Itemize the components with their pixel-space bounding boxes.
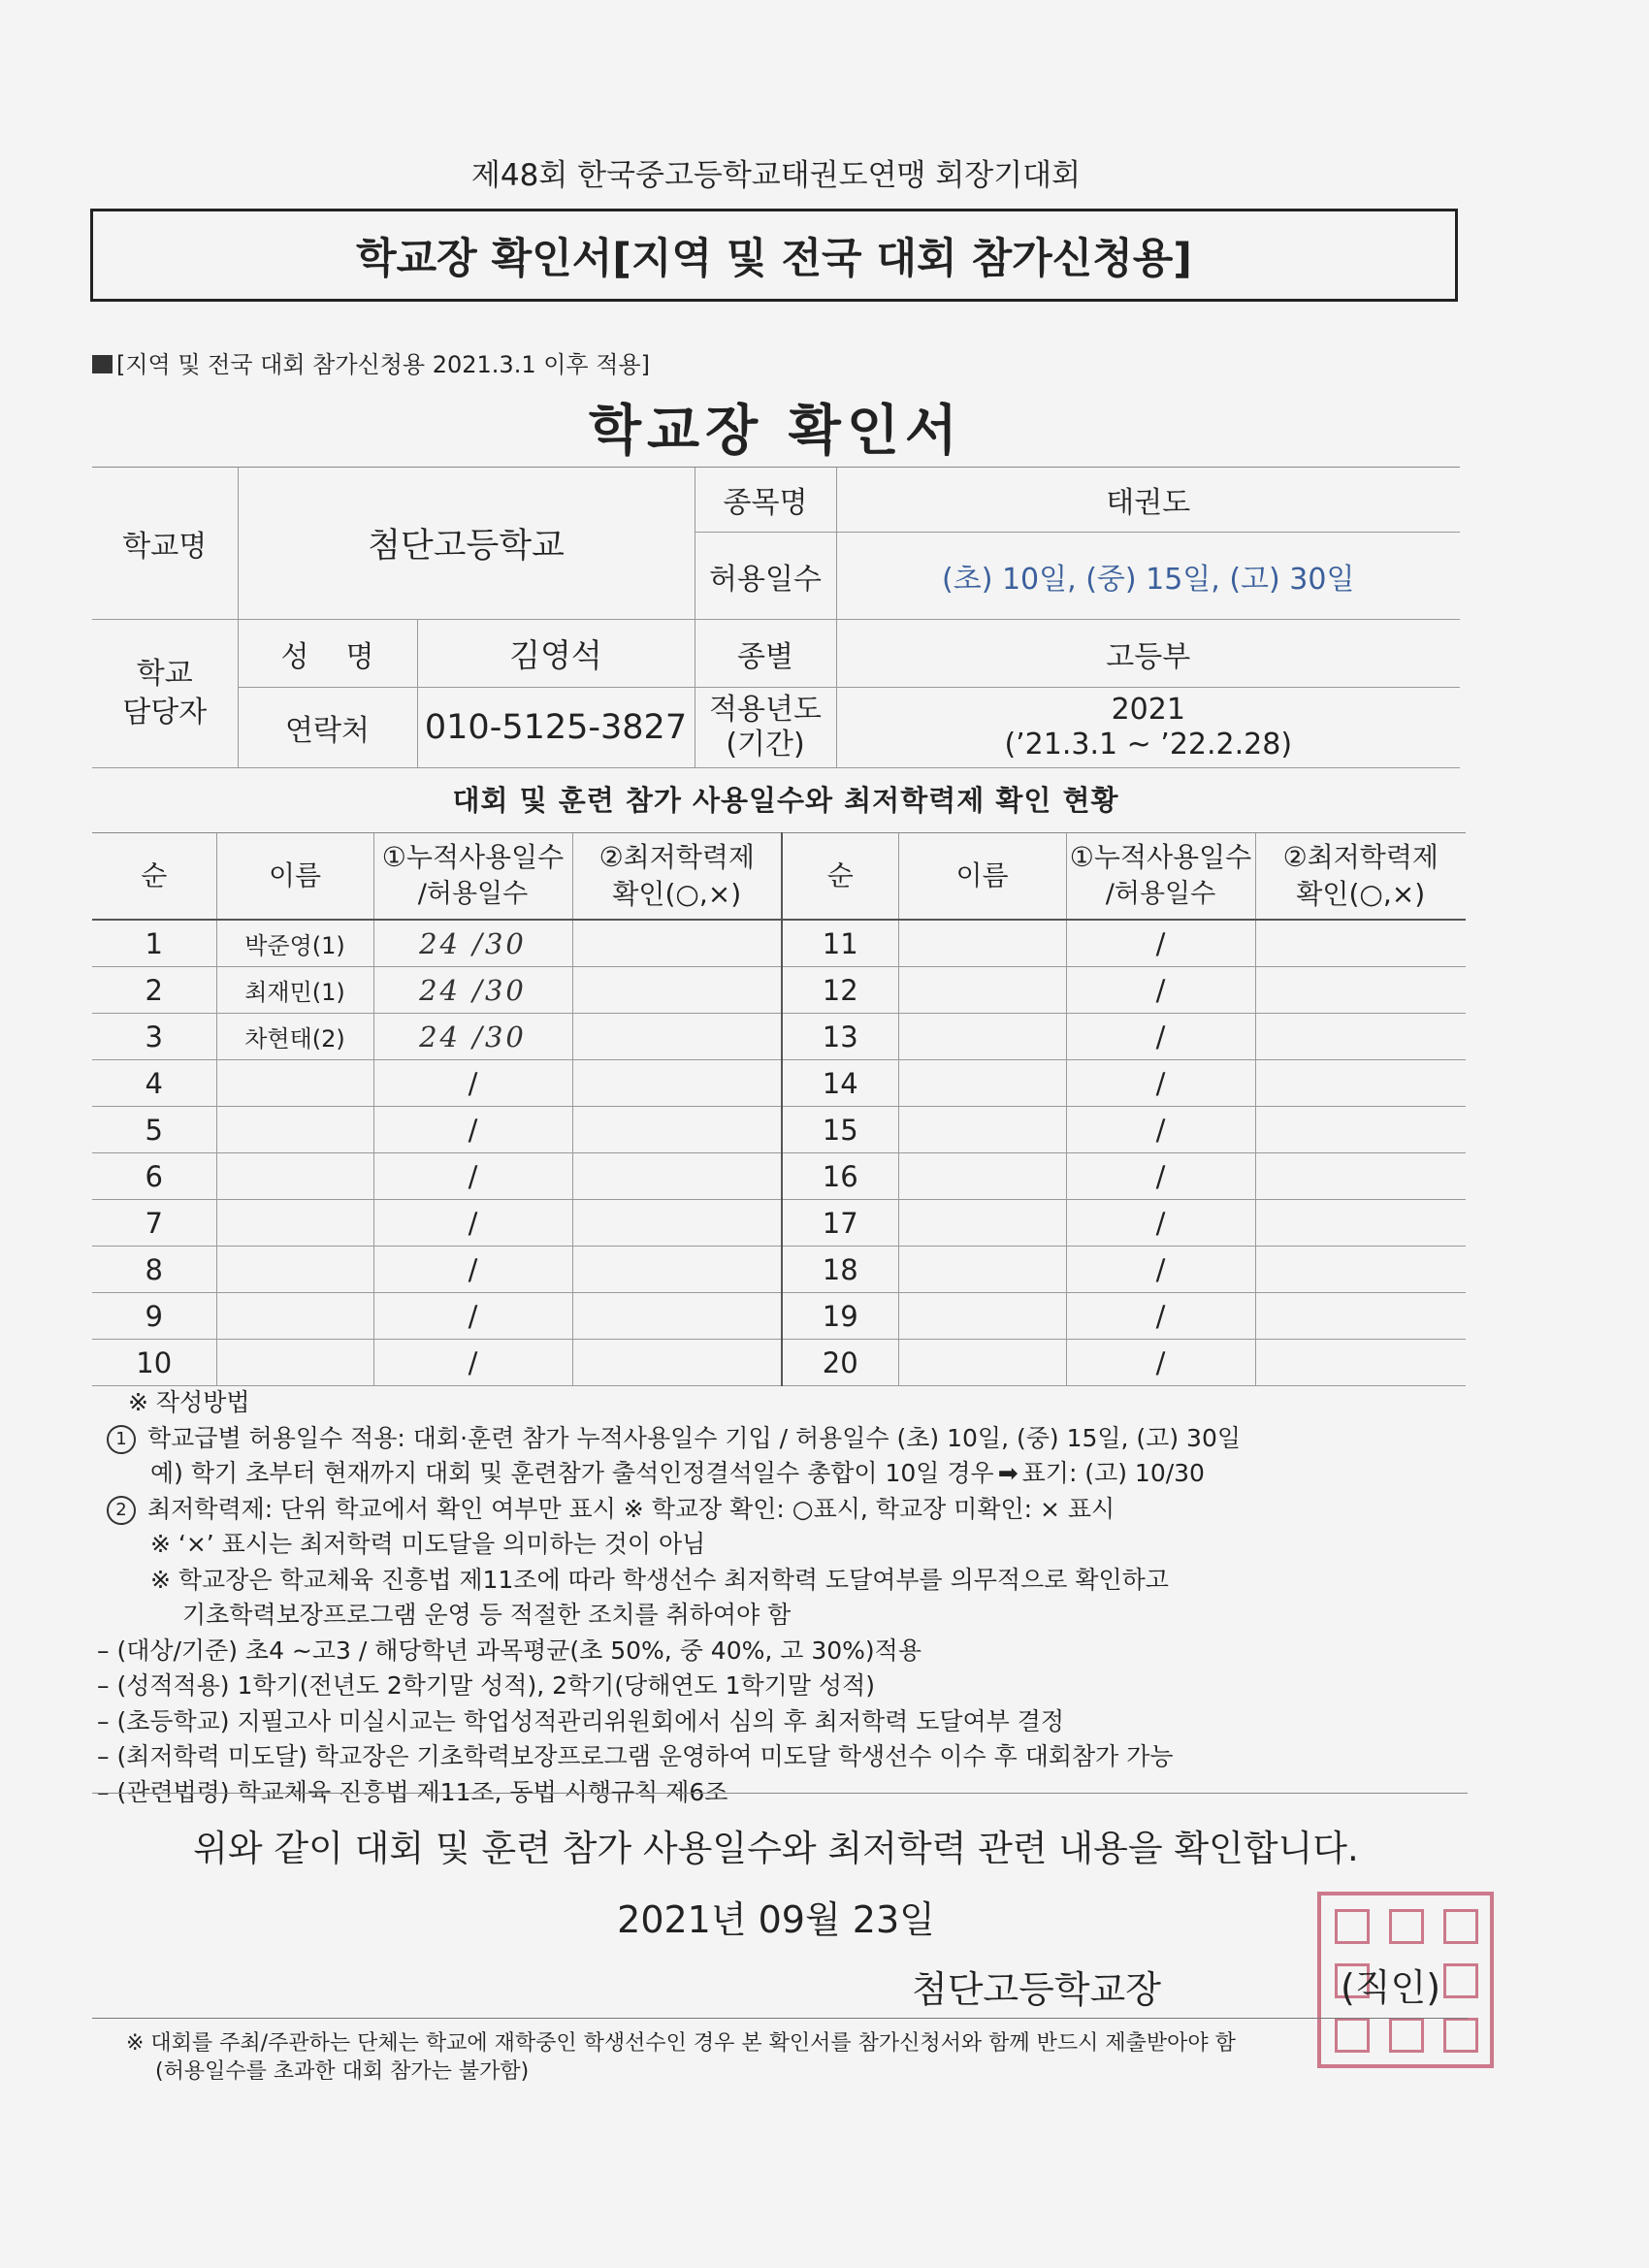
used-allowed-days: 24 /30 bbox=[373, 920, 572, 967]
issue-date: 2021년 09월 23일 bbox=[617, 1898, 935, 1941]
row-number: 2 bbox=[92, 967, 216, 1014]
main-title: 학교장 확인서 bbox=[588, 400, 964, 463]
min-academic-check bbox=[1255, 1060, 1466, 1107]
instruction-2-text: 최저학력제: 단위 학교에서 확인 여부만 표시 ※ 학교장 확인: ○표시, 학교장 미확인: × 표시 bbox=[147, 1494, 1116, 1523]
min-academic-check bbox=[572, 967, 781, 1014]
athlete-name bbox=[898, 1107, 1066, 1153]
athlete-name bbox=[898, 1293, 1066, 1340]
year-label-line1: 적용년도 bbox=[709, 693, 822, 727]
col-min-header-line1: ②최저학력제 bbox=[1282, 841, 1439, 873]
min-academic-check bbox=[572, 920, 781, 967]
row-number: 3 bbox=[92, 1014, 216, 1060]
note-principal-duty: ※ 학교장은 학교체육 진흥법 제11조에 따라 학생선수 최저학력 도달여부를 의무적으로 확인하고 bbox=[150, 1565, 1169, 1594]
row-number: 11 bbox=[782, 920, 898, 967]
manager-label bbox=[92, 620, 238, 768]
athlete-name bbox=[898, 1200, 1066, 1247]
athlete-name: 박준영(1) bbox=[216, 920, 373, 967]
used-allowed-days: / bbox=[373, 1153, 572, 1200]
used-allowed-days: 24 /30 bbox=[373, 1014, 572, 1060]
division-value: 고등부 bbox=[836, 620, 1460, 688]
footer-line-2: (허용일수를 초과한 대회 참가는 불가함) bbox=[155, 2059, 530, 2084]
contact-value: 010-5125-3827 bbox=[417, 688, 695, 768]
athlete-name bbox=[216, 1200, 373, 1247]
row-number: 16 bbox=[782, 1153, 898, 1200]
table-row bbox=[782, 1060, 1466, 1107]
min-academic-check bbox=[1255, 1153, 1466, 1200]
min-academic-check bbox=[572, 1340, 781, 1386]
table-row bbox=[92, 1060, 781, 1107]
used-allowed-days: 24 /30 bbox=[373, 967, 572, 1014]
athlete-name bbox=[898, 1014, 1066, 1060]
used-allowed-days: / bbox=[1066, 1107, 1255, 1153]
col-no-header: 순 bbox=[782, 833, 898, 921]
used-allowed-days: / bbox=[1066, 1014, 1255, 1060]
min-academic-check bbox=[1255, 1107, 1466, 1153]
row-number: 18 bbox=[782, 1247, 898, 1293]
athlete-name bbox=[216, 1153, 373, 1200]
section-title: 대회 및 훈련 참가 사용일수와 최저학력제 확인 현황 bbox=[452, 784, 1119, 817]
square-bullet-icon bbox=[92, 355, 113, 373]
document-title-box bbox=[90, 209, 1458, 302]
used-allowed-days: / bbox=[1066, 1247, 1255, 1293]
principal-name: 첨단고등학교장 bbox=[912, 1968, 1161, 2011]
instruction-1-text: 학교급별 허용일수 적용: 대회·훈련 참가 누적사용일수 기입 / 허용일수 (초) 10일, (중) 15일, (고) 30일 bbox=[147, 1423, 1241, 1452]
athlete-name bbox=[898, 1340, 1066, 1386]
row-number: 4 bbox=[92, 1060, 216, 1107]
circled-number: 1 bbox=[107, 1425, 136, 1454]
row-number: 19 bbox=[782, 1293, 898, 1340]
manager-name: 김영석 bbox=[417, 620, 695, 688]
name-label: 성 명 bbox=[238, 620, 417, 688]
instructions bbox=[97, 1385, 1484, 1810]
athlete-name bbox=[898, 967, 1066, 1014]
used-allowed-days: / bbox=[373, 1340, 572, 1386]
col-days-header-line2: /허용일수 bbox=[417, 879, 529, 909]
used-allowed-days: / bbox=[1066, 1060, 1255, 1107]
col-days-header bbox=[373, 833, 572, 921]
example-notation: 표기: (고) 10/30 bbox=[1021, 1459, 1205, 1487]
row-number: 13 bbox=[782, 1014, 898, 1060]
school-label: 학교명 bbox=[92, 468, 238, 620]
athlete-name bbox=[216, 1060, 373, 1107]
year: 2021 bbox=[1111, 693, 1185, 727]
table-row bbox=[782, 920, 1466, 967]
table-row bbox=[92, 967, 781, 1014]
example-text: 예) 학기 초부터 현재까지 대회 및 훈련참가 출석인정결석일수 총합이 10일 경우 bbox=[150, 1459, 994, 1487]
division-label: 종별 bbox=[695, 620, 836, 688]
contact-label: 연락처 bbox=[238, 688, 417, 768]
year-label bbox=[695, 688, 836, 768]
used-allowed-days: / bbox=[1066, 1340, 1255, 1386]
row-number: 8 bbox=[92, 1247, 216, 1293]
table-row bbox=[782, 1107, 1466, 1153]
col-name-header: 이름 bbox=[898, 833, 1066, 921]
table-row bbox=[782, 967, 1466, 1014]
table-row bbox=[92, 1107, 781, 1153]
document-title: 학교장 확인서[지역 및 전국 대회 참가신청용] bbox=[356, 234, 1192, 283]
footer-note bbox=[126, 2029, 1236, 2086]
manager-label-line2: 담당자 bbox=[122, 696, 208, 729]
table-row bbox=[782, 1340, 1466, 1386]
row-number: 10 bbox=[92, 1340, 216, 1386]
row-number: 1 bbox=[92, 920, 216, 967]
row-number: 5 bbox=[92, 1107, 216, 1153]
athlete-table-left bbox=[92, 832, 781, 1386]
athlete-name bbox=[898, 1060, 1066, 1107]
athlete-name bbox=[216, 1107, 373, 1153]
col-min-header bbox=[1255, 833, 1466, 921]
athlete-name: 최재민(1) bbox=[216, 967, 373, 1014]
divider bbox=[92, 1793, 1468, 1794]
min-academic-check bbox=[1255, 1340, 1466, 1386]
table-row bbox=[782, 1153, 1466, 1200]
col-min-header-line1: ②최저학력제 bbox=[598, 841, 755, 873]
note-x-meaning: ※ ‘×’ 표시는 최저학력 미도달을 의미하는 것이 아님 bbox=[150, 1530, 706, 1558]
used-allowed-days: / bbox=[373, 1247, 572, 1293]
table-row bbox=[782, 1200, 1466, 1247]
table-header-row bbox=[782, 833, 1466, 921]
min-academic-check bbox=[1255, 1014, 1466, 1060]
col-min-header bbox=[572, 833, 781, 921]
table-row bbox=[782, 1247, 1466, 1293]
seal-label: (직인) bbox=[1341, 1966, 1441, 2009]
bullet-elementary: – (초등학교) 지필고사 미실시교는 학업성적관리위원회에서 심의 후 최저학력 도달여부 결정 bbox=[97, 1706, 1065, 1735]
min-academic-check bbox=[1255, 1200, 1466, 1247]
footer-line-1: ※ 대회를 주최/주관하는 단체는 학교에 재학중인 학생선수인 경우 본 확인서를 참가신청서와 함께 반드시 제출받아야 함 bbox=[126, 2031, 1236, 2056]
table-row bbox=[92, 1014, 781, 1060]
table-row bbox=[782, 1293, 1466, 1340]
min-academic-check bbox=[572, 1200, 781, 1247]
min-academic-check bbox=[1255, 967, 1466, 1014]
instructions-heading: ※ 작성방법 bbox=[128, 1388, 250, 1416]
table-row bbox=[92, 920, 781, 967]
min-academic-check bbox=[1255, 920, 1466, 967]
col-name-header: 이름 bbox=[216, 833, 373, 921]
table-row bbox=[92, 1340, 781, 1386]
athlete-name bbox=[898, 1153, 1066, 1200]
bullet-grades: – (성적적용) 1학기(전년도 2학기말 성적), 2학기(당해연도 1학기말 성적) bbox=[97, 1671, 875, 1700]
instruction-1-example bbox=[107, 1456, 1484, 1492]
used-allowed-days: / bbox=[373, 1060, 572, 1107]
instruction-1 bbox=[107, 1421, 1484, 1457]
min-academic-check bbox=[572, 1153, 781, 1200]
school-info-table bbox=[92, 467, 1460, 768]
event-title: 제48회 한국중고등학교태권도연맹 회장기대회 bbox=[470, 158, 1082, 193]
used-allowed-days: / bbox=[373, 1107, 572, 1153]
notice-line bbox=[92, 345, 650, 379]
circled-number: 2 bbox=[107, 1496, 136, 1525]
min-academic-check bbox=[1255, 1293, 1466, 1340]
min-academic-check bbox=[572, 1060, 781, 1107]
row-number: 12 bbox=[782, 967, 898, 1014]
athlete-table-right bbox=[781, 832, 1466, 1386]
min-academic-check bbox=[572, 1014, 781, 1060]
bullet-law: – (관련법령) 학교체육 진흥법 제11조, 동법 시행규칙 제6조 bbox=[97, 1777, 728, 1806]
used-allowed-days: / bbox=[1066, 1153, 1255, 1200]
year-label-line2: (기간) bbox=[726, 728, 805, 761]
table-row bbox=[782, 1014, 1466, 1060]
athlete-name: 차현태(2) bbox=[216, 1014, 373, 1060]
col-days-header bbox=[1066, 833, 1255, 921]
col-days-header-line1: ①누적사용일수 bbox=[1069, 841, 1252, 873]
table-row bbox=[92, 1247, 781, 1293]
table-header-row bbox=[92, 833, 781, 921]
confirmation-statement: 위와 같이 대회 및 훈련 참가 사용일수와 최저학력 관련 내용을 확인합니다. bbox=[193, 1828, 1359, 1869]
sport-label: 종목명 bbox=[695, 468, 836, 533]
manager-label-line1: 학교 bbox=[136, 657, 193, 691]
footer-divider bbox=[92, 2018, 1468, 2019]
row-number: 7 bbox=[92, 1200, 216, 1247]
min-academic-check bbox=[572, 1293, 781, 1340]
allowed-days-label: 허용일수 bbox=[695, 533, 836, 620]
used-allowed-days: / bbox=[1066, 1293, 1255, 1340]
used-allowed-days: / bbox=[373, 1200, 572, 1247]
arrow-right-icon: ➡ bbox=[997, 1459, 1018, 1487]
row-number: 6 bbox=[92, 1153, 216, 1200]
col-min-header-line2: 확인(○,×) bbox=[1296, 878, 1426, 910]
col-days-header-line2: /허용일수 bbox=[1105, 879, 1216, 909]
row-number: 15 bbox=[782, 1107, 898, 1153]
period: (’21.3.1 ~ ’22.2.28) bbox=[1004, 728, 1293, 761]
allowed-days-value: (초) 10일, (중) 15일, (고) 30일 bbox=[836, 533, 1460, 620]
row-number: 14 bbox=[782, 1060, 898, 1107]
used-allowed-days: / bbox=[1066, 967, 1255, 1014]
instruction-2 bbox=[107, 1492, 1484, 1528]
athlete-name bbox=[216, 1340, 373, 1386]
bullet-below-minimum: – (최저학력 미도달) 학교장은 기초학력보장프로그램 운영하여 미도달 학생선수 이수 후 대회참가 가능 bbox=[97, 1742, 1174, 1770]
row-number: 17 bbox=[782, 1200, 898, 1247]
row-number: 9 bbox=[92, 1293, 216, 1340]
used-allowed-days: / bbox=[1066, 1200, 1255, 1247]
row-number: 20 bbox=[782, 1340, 898, 1386]
min-academic-check bbox=[572, 1247, 781, 1293]
notice-text: [지역 및 전국 대회 참가신청용 2021.3.1 이후 적용] bbox=[116, 351, 650, 378]
col-no-header: 순 bbox=[92, 833, 216, 921]
athlete-name bbox=[216, 1247, 373, 1293]
athlete-name bbox=[216, 1293, 373, 1340]
col-min-header-line2: 확인(○,×) bbox=[612, 878, 742, 910]
athlete-name bbox=[898, 1247, 1066, 1293]
table-row bbox=[92, 1153, 781, 1200]
col-days-header-line1: ①누적사용일수 bbox=[381, 841, 565, 873]
min-academic-check bbox=[1255, 1247, 1466, 1293]
bullet-target: – (대상/기준) 초4 ~고3 / 해당학년 과목평균(초 50%, 중 40%, 고 30%)적용 bbox=[97, 1636, 922, 1665]
school-name: 첨단고등학교 bbox=[238, 468, 695, 620]
table-row bbox=[92, 1200, 781, 1247]
note-principal-duty-cont: 기초학력보장프로그램 운영 등 적절한 조치를 취하여야 함 bbox=[182, 1601, 792, 1629]
min-academic-check bbox=[572, 1107, 781, 1153]
athlete-name bbox=[898, 920, 1066, 967]
table-row bbox=[92, 1293, 781, 1340]
used-allowed-days: / bbox=[373, 1293, 572, 1340]
year-value bbox=[836, 688, 1460, 768]
used-allowed-days: / bbox=[1066, 920, 1255, 967]
sport-value: 태권도 bbox=[836, 468, 1460, 533]
